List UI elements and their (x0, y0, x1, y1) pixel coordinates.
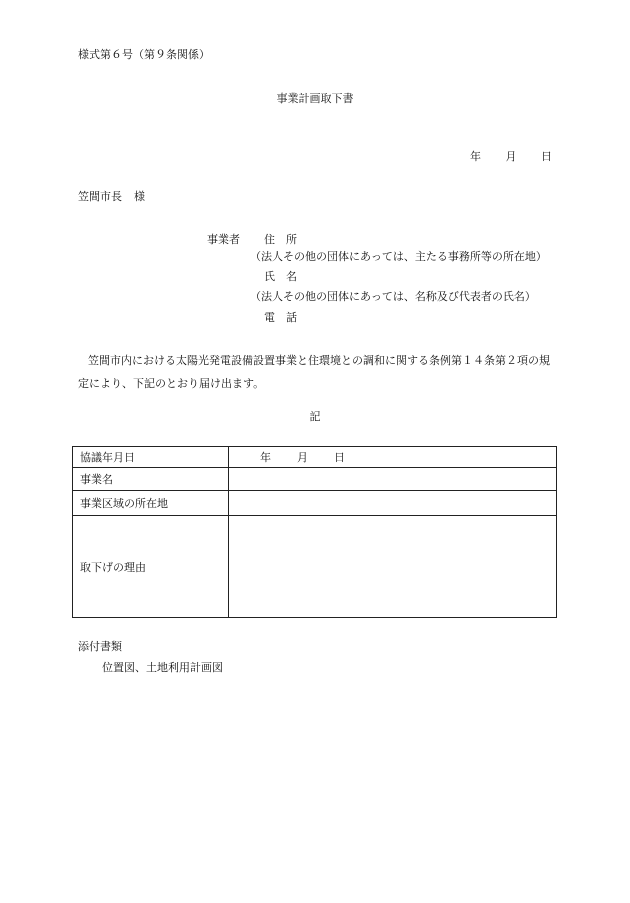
document-title: 事業計画取下書 (276, 92, 354, 105)
addressee-honorific: 様 (134, 190, 145, 203)
addressee-name: 笠間市長 (78, 190, 122, 203)
form-number: 様式第６号（第９条関係） (78, 48, 210, 61)
phone-label: 電 話 (264, 311, 297, 324)
address-label: 住 所 (264, 233, 297, 246)
attachments-label: 添付書類 (78, 640, 122, 653)
attachments-items: 位置図、土地利用計画図 (102, 661, 223, 674)
addressee (78, 190, 145, 204)
consult-date-cell[interactable] (229, 447, 557, 468)
table-row (73, 516, 557, 618)
table-row (73, 447, 557, 468)
name-note: （法人その他の団体にあっては、名称及び代表者の氏名） (250, 290, 536, 303)
consult-date-year: 年 (260, 451, 271, 464)
location-label: 事業区域の所在地 (73, 491, 229, 516)
address-note: （法人その他の団体にあっては、主たる事務所等の所在地） (250, 250, 547, 263)
date-year: 年 (470, 150, 481, 163)
consult-date-month: 月 (297, 451, 308, 464)
body-text: 笠間市内における太陽光発電設備設置事業と住環境との調和に関する条例第１４条第２項の規定により、下記のとおり届け出ます。 (78, 354, 550, 390)
submission-date (470, 150, 552, 164)
project-name-label: 事業名 (73, 468, 229, 491)
reason-cell[interactable] (229, 516, 557, 618)
name-label: 氏 名 (264, 270, 297, 283)
consult-date-label: 協議年月日 (73, 447, 229, 468)
applicant-label: 事業者 (207, 233, 240, 246)
project-name-cell[interactable] (229, 468, 557, 491)
date-day: 日 (541, 150, 552, 163)
consult-date-day: 日 (334, 451, 345, 464)
location-cell[interactable] (229, 491, 557, 516)
date-month: 月 (505, 150, 517, 163)
table-row (73, 491, 557, 516)
ki-heading: 記 (309, 410, 321, 423)
withdrawal-info-table (72, 446, 557, 618)
table-row (73, 468, 557, 491)
reason-label: 取下げの理由 (73, 516, 229, 618)
